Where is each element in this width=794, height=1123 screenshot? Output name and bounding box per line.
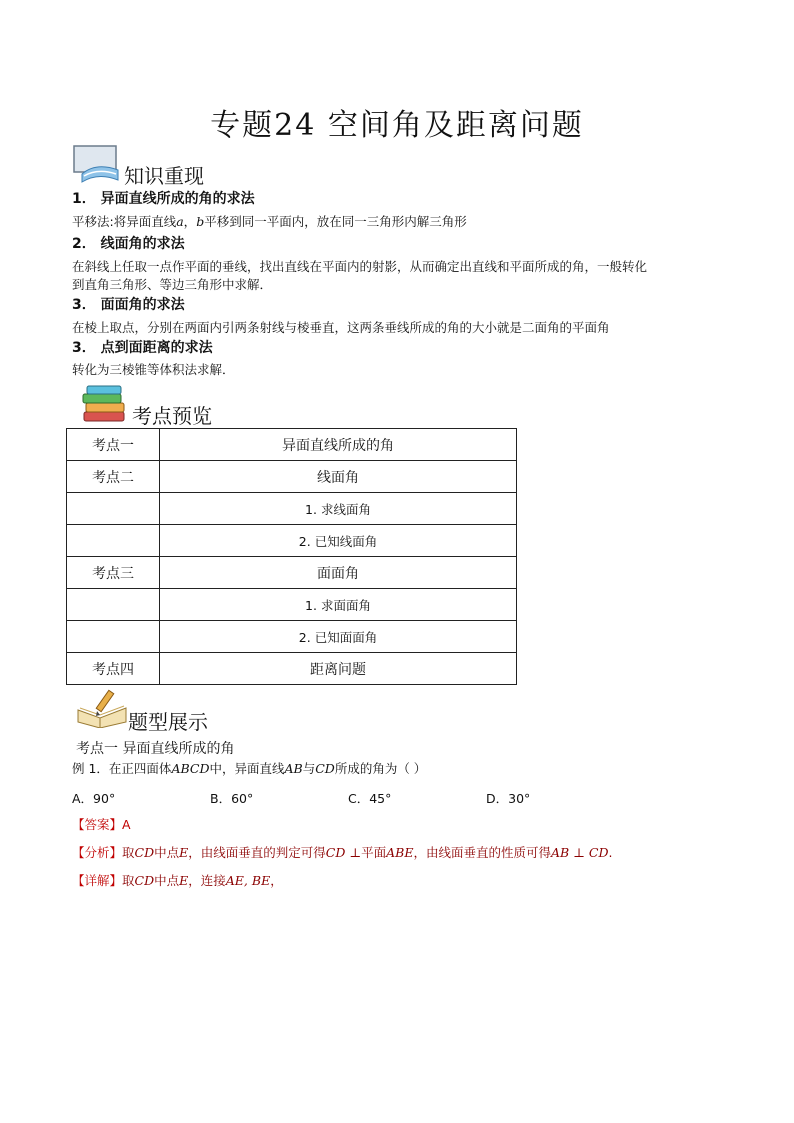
option-c: C．45° (348, 791, 392, 806)
text: . (608, 845, 613, 860)
knowledge-item-2-line1: 在斜线上任取一点作平面的垂线，找出直线在平面内的射影，从而确定出直线和平面所成的角，一般转化 (72, 259, 648, 274)
table-cell: 距离问题 (160, 653, 517, 685)
table-row (67, 461, 517, 493)
text: ，由线面垂直的性质可得 (413, 845, 551, 860)
book-icon (72, 144, 124, 184)
math-var: AB (284, 761, 303, 776)
table-cell: 线面角 (160, 461, 517, 493)
text: 中，异面直线 (209, 761, 285, 776)
knowledge-item-3-text: 在棱上取点，分别在两面内引两条射线与棱垂直，这两条垂线所成的角的大小就是二面角的平面角 (72, 320, 610, 335)
table-cell: 考点三 (67, 557, 160, 589)
math-var: CD (134, 873, 155, 888)
page-title: 专题24 空间角及距离问题 (210, 108, 584, 143)
text: 平移法:将异面直线 (72, 214, 177, 229)
table-row (67, 557, 517, 589)
table-cell (67, 493, 160, 525)
preview-table (66, 428, 517, 685)
table-cell: 考点二 (67, 461, 160, 493)
text: 中点 (154, 873, 180, 888)
math-var: AE, BE (225, 873, 271, 888)
math-var: CD ⊥ (325, 845, 362, 860)
answer-value: A (122, 817, 131, 832)
text: 取 (122, 873, 135, 888)
answer-label: 【答案】 (72, 817, 123, 832)
knowledge-item-1-heading: 1． 异面直线所成的角的求法 (72, 191, 255, 207)
text: 平面 (361, 845, 387, 860)
text: 中点 (154, 845, 180, 860)
knowledge-item-3-heading: 3． 面面角的求法 (72, 297, 185, 313)
text: 例 1．在正四面体 (72, 761, 172, 776)
table-cell (67, 621, 160, 653)
math-var: E (179, 873, 189, 888)
math-var: ABE (386, 845, 414, 860)
math-var: CD (315, 761, 335, 776)
knowledge-item-2-heading: 2． 线面角的求法 (72, 236, 185, 252)
math-var: a (176, 214, 184, 229)
text: ， (183, 214, 197, 229)
open-book-pencil-icon (76, 688, 128, 728)
table-cell: 考点一 (67, 429, 160, 461)
table-cell (67, 589, 160, 621)
table-cell: 1. 求面面角 (160, 589, 517, 621)
table-cell: 1. 求线面角 (160, 493, 517, 525)
option-d: D．30° (486, 791, 531, 806)
option-b: B．60° (210, 791, 254, 806)
math-var: E (179, 845, 189, 860)
knowledge-item-2-line2: 到直角三角形、等边三角形中求解． (72, 277, 273, 292)
text: ，连接 (188, 873, 226, 888)
table-cell: 异面直线所成的角 (160, 429, 517, 461)
detail-label: 【详解】 (72, 873, 123, 888)
math-var: CD (134, 845, 155, 860)
knowledge-item-4-heading: 3． 点到面距离的求法 (72, 340, 213, 356)
text: 平移到同一平面内，放在同一三角形内解三角形 (204, 214, 467, 229)
table-row (67, 429, 517, 461)
knowledge-item-4-text: 转化为三棱锥等体积法求解． (72, 362, 235, 377)
detail-line (72, 871, 283, 890)
table-row (67, 525, 517, 557)
table-cell: 2. 已知线面角 (160, 525, 517, 557)
topic-heading: 考点一 异面直线所成的角 (76, 741, 235, 757)
table-cell: 2. 已知面面角 (160, 621, 517, 653)
knowledge-item-1-text (72, 212, 467, 231)
table-row (67, 493, 517, 525)
section-heading-examples: 题型展示 (128, 710, 208, 734)
text: ，由线面垂直的判定可得 (188, 845, 326, 860)
table-cell: 考点四 (67, 653, 160, 685)
analysis-line (72, 843, 612, 862)
analysis-label: 【分析】 (72, 845, 123, 860)
table-cell (67, 525, 160, 557)
text: 所成的角为（ ） (334, 761, 427, 776)
answer-line (72, 815, 131, 834)
section-heading-preview: 考点预览 (132, 404, 212, 428)
text: 与 (302, 761, 316, 776)
table-row (67, 621, 517, 653)
books-stack-icon (80, 384, 128, 424)
text: 取 (122, 845, 135, 860)
example-1-question (72, 759, 426, 778)
option-a: A．90° (72, 791, 116, 806)
table-row (67, 589, 517, 621)
text: ， (270, 873, 283, 888)
math-var: b (196, 214, 205, 229)
math-var: AB ⊥ CD (550, 845, 609, 860)
math-var: ABCD (171, 761, 210, 776)
table-row (67, 653, 517, 685)
table-cell: 面面角 (160, 557, 517, 589)
section-heading-knowledge: 知识重现 (124, 164, 204, 188)
